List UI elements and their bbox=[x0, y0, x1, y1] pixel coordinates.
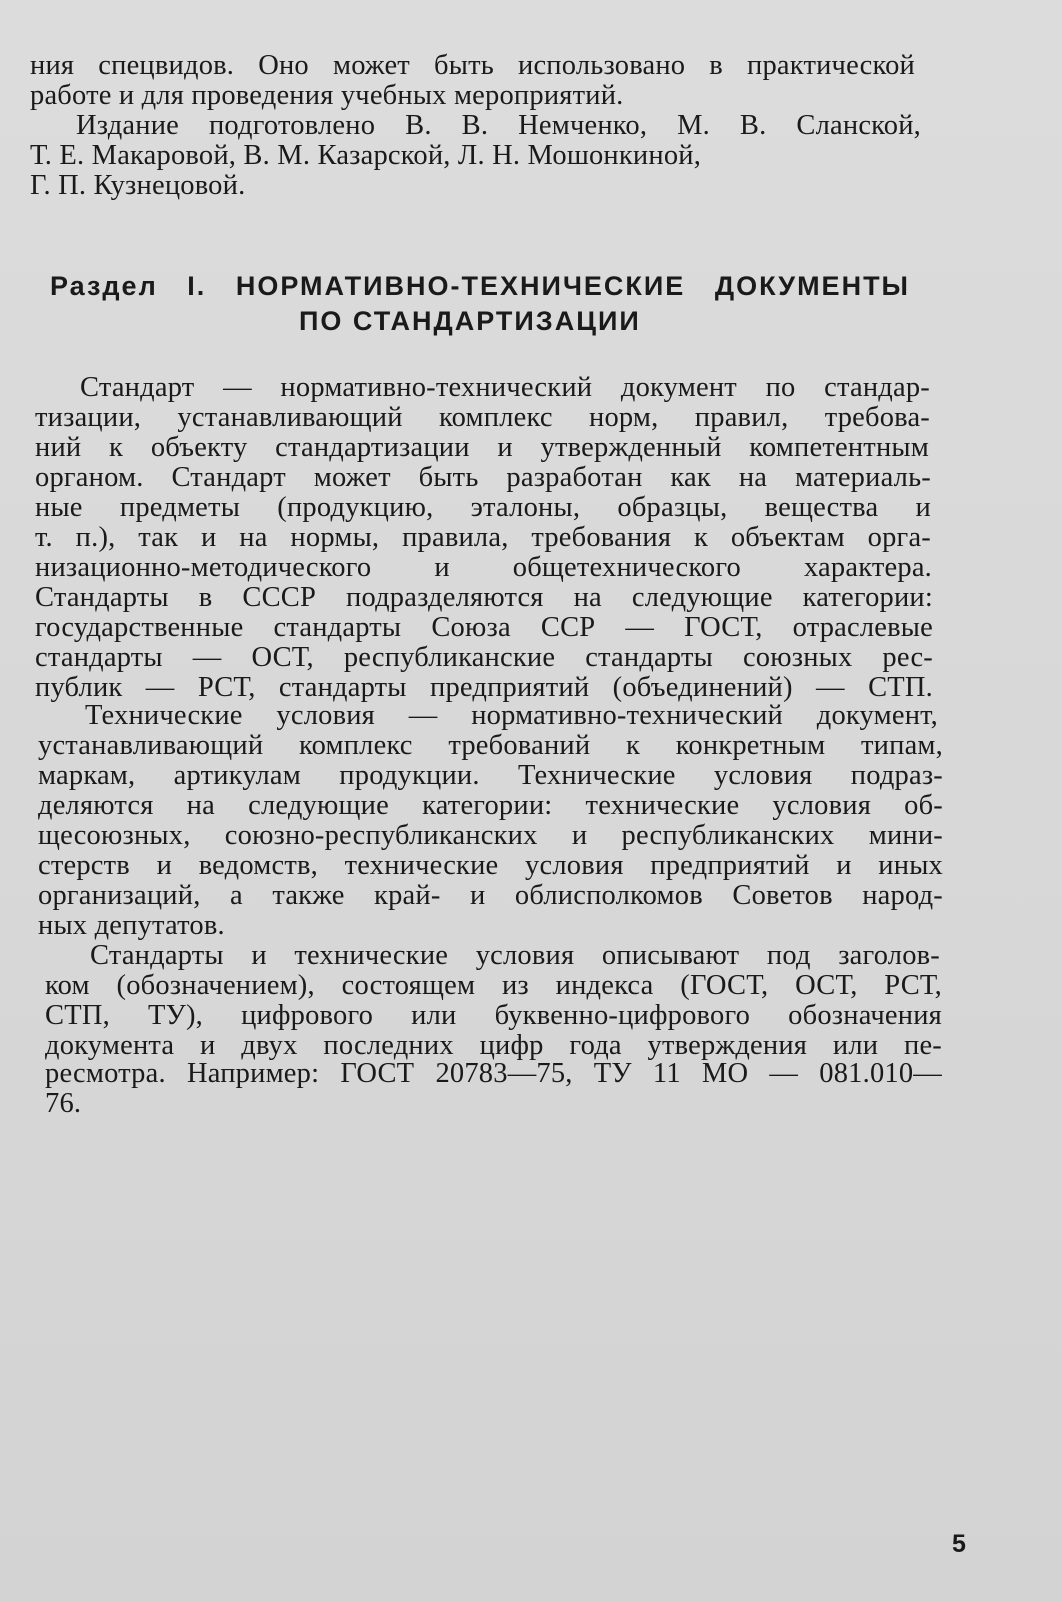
body-line: Стандарты в СССР подразделяются на следующие категории: bbox=[35, 582, 933, 613]
body-line: органом. Стандарт может быть разработан как на материаль- bbox=[35, 462, 931, 493]
page-number: 5 bbox=[952, 1530, 966, 1558]
body-line: тизации, устанавливающий комплекс норм, правил, требова- bbox=[35, 402, 930, 433]
body-line: устанавливающий комплекс требований к конкретным типам, bbox=[38, 730, 943, 761]
body-line: ных депутатов. bbox=[38, 910, 225, 941]
body-line: т. п.), так и на нормы, правила, требования к объектам орга- bbox=[35, 522, 931, 553]
body-line: государственные стандарты Союза ССР — ГОСТ, отраслевые bbox=[35, 612, 933, 643]
body-line: ресмотра. Например: ГОСТ 20783—75, ТУ 11 МО — 081.010— bbox=[45, 1058, 942, 1089]
section-heading: Раздел I. НОРМАТИВНО-ТЕХНИЧЕСКИЕ ДОКУМЕНТЫ bbox=[50, 271, 910, 301]
body-line: стандарты — ОСТ, республиканские стандарты союзных рес- bbox=[35, 642, 933, 673]
body-line: низационно-методического и общетехнического характера. bbox=[35, 552, 932, 583]
intro-line: Т. Е. Макаровой, В. М. Казарской, Л. Н. Мошонкиной, bbox=[30, 140, 702, 171]
body-line: Технические условия — нормативно-технический документ, bbox=[85, 700, 938, 731]
intro-line: Издание подготовлено В. В. Немченко, М. В. Сланской, bbox=[76, 110, 921, 141]
body-line: щесоюзных, союзно-республиканских и республиканских мини- bbox=[38, 820, 943, 851]
body-line: организаций, а также край- и облисполкомов Советов народ- bbox=[38, 880, 943, 911]
body-line: ний к объекту стандартизации и утвержденный компетентным bbox=[35, 432, 929, 463]
body-line: Стандарты и технические условия описывают под заголов- bbox=[90, 940, 940, 971]
body-line: маркам, артикулам продукции. Технические условия подраз- bbox=[38, 760, 943, 791]
intro-line: Г. П. Кузнецовой. bbox=[30, 170, 246, 201]
section-heading: ПО СТАНДАРТИЗАЦИИ bbox=[299, 306, 641, 336]
body-line: деляются на следующие категории: технические условия об- bbox=[38, 790, 943, 821]
body-line: стерств и ведомств, технические условия предприятий и иных bbox=[38, 850, 943, 881]
body-line: ком (обозначением), состоящем из индекса (ГОСТ, ОСТ, РСТ, bbox=[45, 970, 942, 1001]
body-line: публик — РСТ, стандарты предприятий (объединений) — СТП. bbox=[35, 672, 933, 703]
body-line: 76. bbox=[45, 1088, 82, 1119]
intro-line: работе и для проведения учебных мероприятий. bbox=[30, 80, 624, 111]
intro-line: ния спецвидов. Оно может быть использовано в практической bbox=[30, 50, 915, 81]
body-line: СТП, ТУ), цифрового или буквенно-цифрового обозначения bbox=[45, 1000, 942, 1031]
body-line: Стандарт — нормативно-технический документ по стандар- bbox=[80, 372, 930, 403]
body-line: ные предметы (продукцию, эталоны, образцы, вещества и bbox=[35, 492, 931, 523]
body-line: документа и двух последних цифр года утверждения или пе- bbox=[45, 1030, 942, 1061]
